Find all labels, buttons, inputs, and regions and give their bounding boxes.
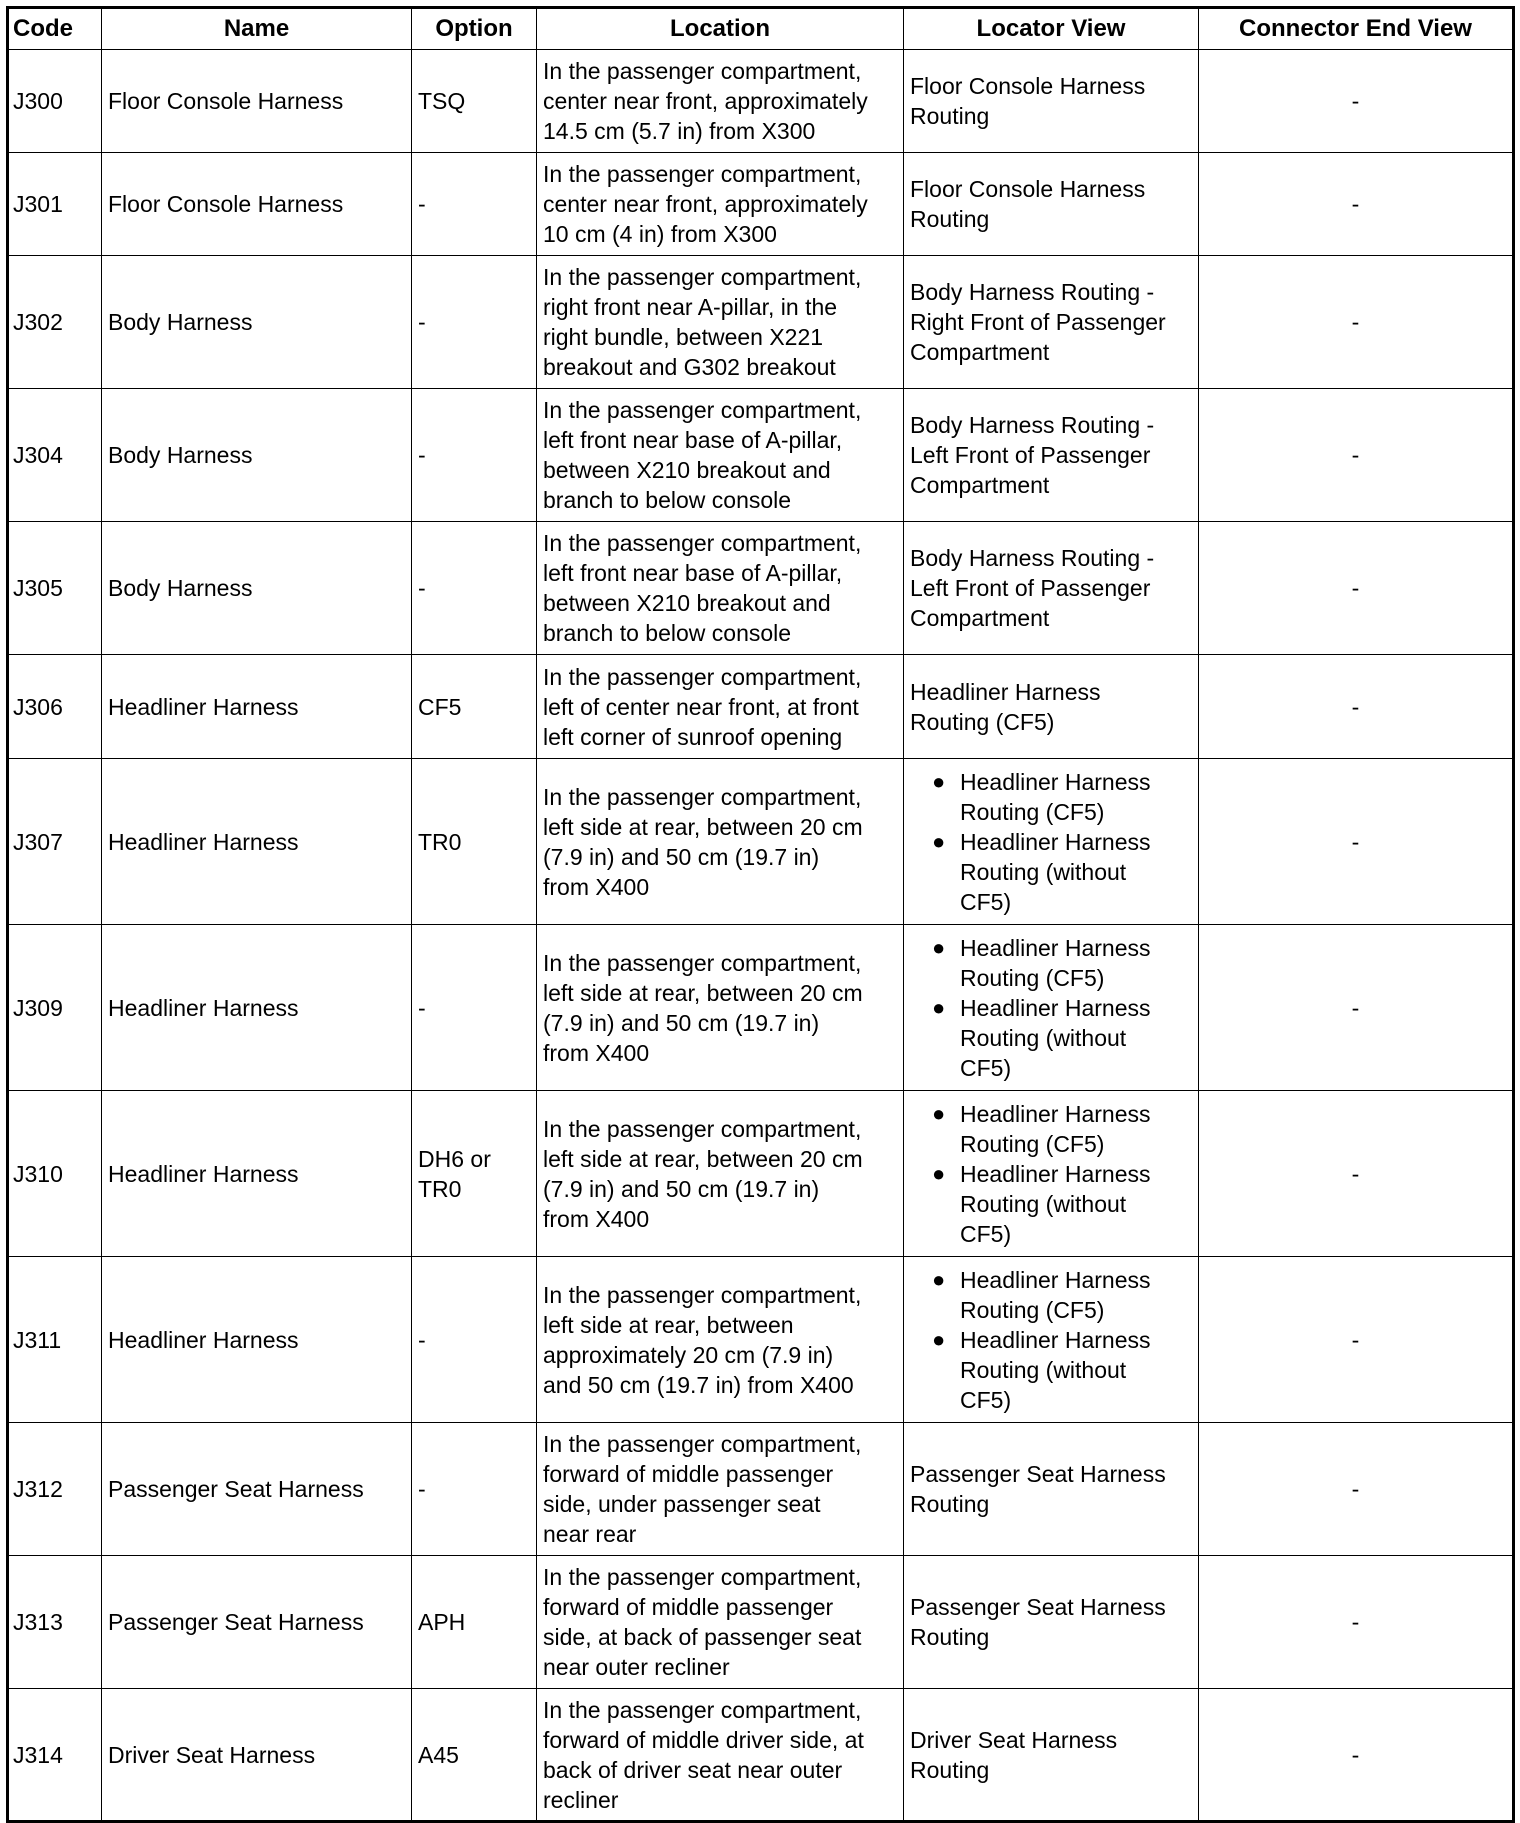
- code-cell: J304: [8, 389, 102, 522]
- locator-view-item: [910, 1099, 1192, 1159]
- locator-view-item: [910, 767, 1192, 827]
- locator-view-cell: [904, 1257, 1199, 1423]
- header-location: Location: [537, 8, 904, 50]
- name-cell: Body Harness: [102, 256, 412, 389]
- locator-view-cell: [904, 1091, 1199, 1257]
- bullet-icon: ●: [932, 994, 946, 1020]
- locator-view-text: Headliner Harness Routing (CF5): [960, 1266, 1151, 1323]
- location-cell: In the passenger compartment, forward of middle passenger side, under passenger seat near rear: [537, 1423, 904, 1556]
- connector-end-view-cell: -: [1199, 1689, 1514, 1822]
- location-cell: In the passenger compartment, left front near base of A-pillar, between X210 breakout and branch to below console: [537, 389, 904, 522]
- code-cell: J307: [8, 759, 102, 925]
- table-header: [8, 8, 1514, 50]
- name-cell: Driver Seat Harness: [102, 1689, 412, 1822]
- locator-view-text: Headliner Harness Routing (CF5): [960, 934, 1151, 991]
- locator-view-item: [910, 1159, 1192, 1249]
- table-row: [8, 1689, 1514, 1822]
- connector-end-view-cell: -: [1199, 1257, 1514, 1423]
- locator-view-list: [910, 933, 1192, 1083]
- locator-view-text: Headliner Harness Routing (CF5): [960, 1100, 1151, 1157]
- locator-view-cell: Body Harness Routing - Left Front of Passenger Compartment: [904, 389, 1199, 522]
- locator-view-item: [910, 1325, 1192, 1415]
- option-cell: -: [412, 389, 537, 522]
- code-cell: J300: [8, 50, 102, 153]
- option-cell: -: [412, 256, 537, 389]
- code-cell: J310: [8, 1091, 102, 1257]
- splice-pack-table: [6, 6, 1515, 1823]
- code-cell: J305: [8, 522, 102, 655]
- name-cell: Headliner Harness: [102, 925, 412, 1091]
- table-row: [8, 1091, 1514, 1257]
- table-row: [8, 522, 1514, 655]
- locator-view-cell: Floor Console Harness Routing: [904, 153, 1199, 256]
- header-locator-view: Locator View: [904, 8, 1199, 50]
- table-row: [8, 256, 1514, 389]
- option-cell: APH: [412, 1556, 537, 1689]
- locator-view-item: [910, 827, 1192, 917]
- locator-view-cell: [904, 925, 1199, 1091]
- header-name: Name: [102, 8, 412, 50]
- table-row: [8, 1423, 1514, 1556]
- locator-view-list: [910, 767, 1192, 917]
- option-cell: -: [412, 153, 537, 256]
- option-cell: -: [412, 1423, 537, 1556]
- locator-view-item: [910, 993, 1192, 1083]
- location-cell: In the passenger compartment, left side at rear, between 20 cm (7.9 in) and 50 cm (19.7 in) from X400: [537, 1091, 904, 1257]
- bullet-icon: ●: [932, 768, 946, 794]
- code-cell: J301: [8, 153, 102, 256]
- locator-view-cell: Floor Console Harness Routing: [904, 50, 1199, 153]
- table-body: [8, 50, 1514, 1822]
- header-row: [8, 8, 1514, 50]
- connector-end-view-cell: -: [1199, 1091, 1514, 1257]
- locator-view-cell: Passenger Seat Harness Routing: [904, 1556, 1199, 1689]
- code-cell: J314: [8, 1689, 102, 1822]
- connector-end-view-cell: -: [1199, 50, 1514, 153]
- name-cell: Headliner Harness: [102, 759, 412, 925]
- location-cell: In the passenger compartment, forward of middle driver side, at back of driver seat near outer recliner: [537, 1689, 904, 1822]
- code-cell: J312: [8, 1423, 102, 1556]
- option-cell: TR0: [412, 759, 537, 925]
- location-cell: In the passenger compartment, left of center near front, at front left corner of sunroof opening: [537, 655, 904, 759]
- header-connector-end-view: Connector End View: [1199, 8, 1514, 50]
- connector-end-view-cell: -: [1199, 655, 1514, 759]
- name-cell: Floor Console Harness: [102, 153, 412, 256]
- location-cell: In the passenger compartment, right front near A-pillar, in the right bundle, between X221 breakout and G302 breakout: [537, 256, 904, 389]
- locator-view-cell: Body Harness Routing - Right Front of Passenger Compartment: [904, 256, 1199, 389]
- table-row: [8, 1257, 1514, 1423]
- locator-view-text: Headliner Harness Routing (CF5): [960, 768, 1151, 825]
- connector-end-view-cell: -: [1199, 389, 1514, 522]
- connector-end-view-cell: -: [1199, 925, 1514, 1091]
- option-cell: TSQ: [412, 50, 537, 153]
- connector-end-view-cell: -: [1199, 522, 1514, 655]
- option-cell: -: [412, 1257, 537, 1423]
- locator-view-list: [910, 1265, 1192, 1415]
- code-cell: J313: [8, 1556, 102, 1689]
- code-cell: J311: [8, 1257, 102, 1423]
- locator-view-cell: Passenger Seat Harness Routing: [904, 1423, 1199, 1556]
- location-cell: In the passenger compartment, left side at rear, between approximately 20 cm (7.9 in) and 50 cm (19.7 in) from X400: [537, 1257, 904, 1423]
- locator-view-text: Headliner Harness Routing (without CF5): [960, 1326, 1151, 1413]
- bullet-icon: ●: [932, 1160, 946, 1186]
- table-row: [8, 389, 1514, 522]
- name-cell: Headliner Harness: [102, 655, 412, 759]
- code-cell: J302: [8, 256, 102, 389]
- connector-end-view-cell: -: [1199, 759, 1514, 925]
- bullet-icon: ●: [932, 1100, 946, 1126]
- header-code: Code: [8, 8, 102, 50]
- option-cell: CF5: [412, 655, 537, 759]
- locator-view-cell: Headliner Harness Routing (CF5): [904, 655, 1199, 759]
- locator-view-cell: [904, 759, 1199, 925]
- option-cell: -: [412, 925, 537, 1091]
- table-row: [8, 50, 1514, 153]
- code-cell: J309: [8, 925, 102, 1091]
- locator-view-item: [910, 933, 1192, 993]
- table-row: [8, 153, 1514, 256]
- location-cell: In the passenger compartment, center near front, approximately 14.5 cm (5.7 in) from X300: [537, 50, 904, 153]
- location-cell: In the passenger compartment, left side at rear, between 20 cm (7.9 in) and 50 cm (19.7 in) from X400: [537, 925, 904, 1091]
- location-cell: In the passenger compartment, center near front, approximately 10 cm (4 in) from X300: [537, 153, 904, 256]
- locator-view-cell: Driver Seat Harness Routing: [904, 1689, 1199, 1822]
- connector-end-view-cell: -: [1199, 153, 1514, 256]
- connector-end-view-cell: -: [1199, 1556, 1514, 1689]
- locator-view-list: [910, 1099, 1192, 1249]
- connector-end-view-cell: -: [1199, 1423, 1514, 1556]
- table-row: [8, 1556, 1514, 1689]
- locator-view-text: Headliner Harness Routing (without CF5): [960, 1160, 1151, 1247]
- locator-view-text: Headliner Harness Routing (without CF5): [960, 994, 1151, 1081]
- name-cell: Floor Console Harness: [102, 50, 412, 153]
- location-cell: In the passenger compartment, left front near base of A-pillar, between X210 breakout and branch to below console: [537, 522, 904, 655]
- option-cell: -: [412, 522, 537, 655]
- option-cell: A45: [412, 1689, 537, 1822]
- locator-view-text: Headliner Harness Routing (without CF5): [960, 828, 1151, 915]
- name-cell: Passenger Seat Harness: [102, 1423, 412, 1556]
- locator-view-item: [910, 1265, 1192, 1325]
- table-row: [8, 759, 1514, 925]
- name-cell: Headliner Harness: [102, 1257, 412, 1423]
- bullet-icon: ●: [932, 1326, 946, 1352]
- bullet-icon: ●: [932, 1266, 946, 1292]
- location-cell: In the passenger compartment, forward of middle passenger side, at back of passenger seat near outer recliner: [537, 1556, 904, 1689]
- location-cell: In the passenger compartment, left side at rear, between 20 cm (7.9 in) and 50 cm (19.7 in) from X400: [537, 759, 904, 925]
- name-cell: Headliner Harness: [102, 1091, 412, 1257]
- connector-end-view-cell: -: [1199, 256, 1514, 389]
- name-cell: Body Harness: [102, 522, 412, 655]
- table-row: [8, 655, 1514, 759]
- code-cell: J306: [8, 655, 102, 759]
- bullet-icon: ●: [932, 934, 946, 960]
- locator-view-cell: Body Harness Routing - Left Front of Passenger Compartment: [904, 522, 1199, 655]
- table-row: [8, 925, 1514, 1091]
- header-option: Option: [412, 8, 537, 50]
- option-cell: DH6 or TR0: [412, 1091, 537, 1257]
- name-cell: Body Harness: [102, 389, 412, 522]
- name-cell: Passenger Seat Harness: [102, 1556, 412, 1689]
- bullet-icon: ●: [932, 828, 946, 854]
